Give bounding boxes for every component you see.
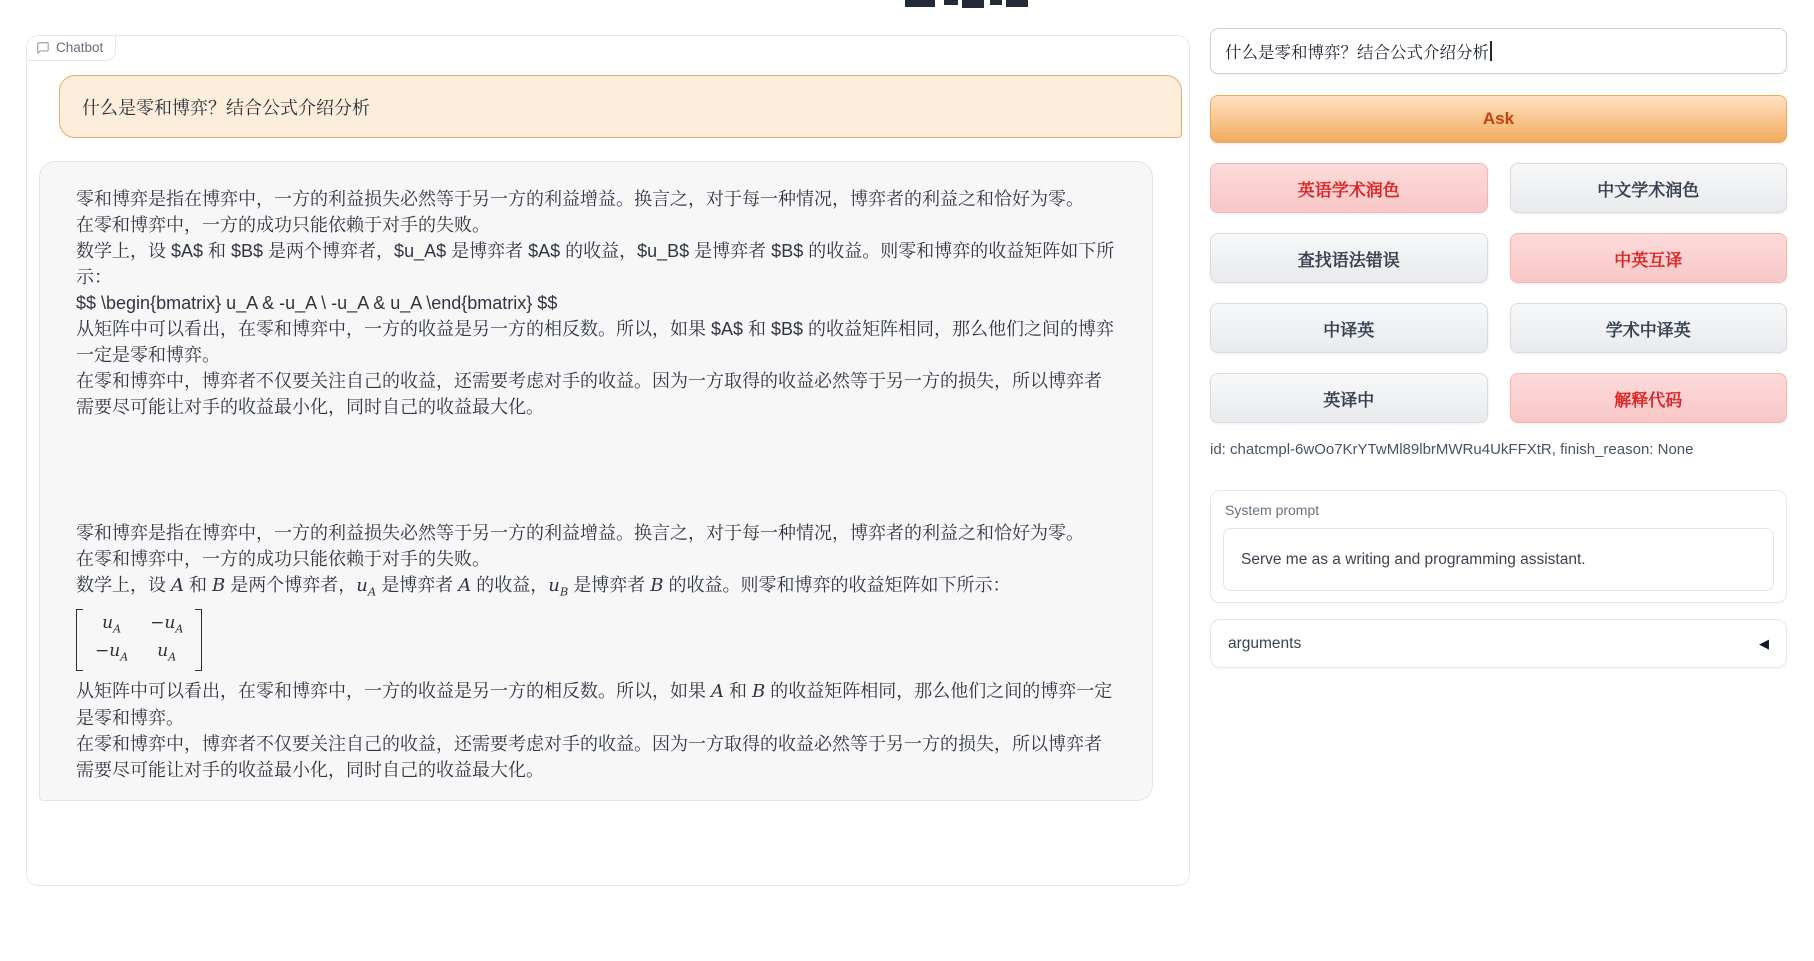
matrix-right-bracket [195, 609, 202, 672]
bot-message-raw [76, 186, 1116, 420]
payoff-matrix [76, 609, 202, 672]
question-input[interactable] [1210, 28, 1787, 74]
bot-paragraph: 从矩阵中可以看出，在零和博弈中，一方的收益是另一方的相反数。所以，如果 $A$ 和 $B$ 的收益矩阵相同，那么他们之间的博弈一定是零和博弈。 [76, 319, 1115, 365]
matrix-entry: $u_A$ [157, 640, 177, 664]
quick-actions-grid [1210, 163, 1787, 423]
matrix-left-bracket [76, 609, 83, 672]
ask-button-label: Ask [1482, 109, 1515, 128]
bot-paragraph-with-math: 数学上，设 A 和 B 是两个博弈者，$u_A$ 是博弈者 A 的收益，$u_B$ 是博弈者 B 的收益。则零和博弈的收益矩阵如下所示： [76, 575, 1011, 599]
arguments-accordion-label: arguments [1228, 634, 1302, 652]
quick-action-button-3[interactable]: 查找语法错误 [1210, 233, 1488, 283]
clipped-title-fragment [944, 0, 958, 5]
bot-paragraph: 零和博弈是指在博弈中，一方的利益损失必然等于另一方的利益增益。换言之，对于每一种情况，博弈者的利益之和恰好为零。 [76, 189, 1084, 209]
bot-paragraph: 数学上，设 $A$ 和 $B$ 是两个博弈者，$u_A$ 是博弈者 $A$ 的收益，$u_B$ 是博弈者 $B$ 的收益。则零和博弈的收益矩阵如下所示： [76, 241, 1115, 287]
system-prompt-value: Serve me as a writing and programming assistant. [1241, 550, 1586, 568]
accordion-collapse-icon: ◀ [1759, 635, 1769, 651]
user-message-text: 什么是零和博弈？结合公式介绍分析 [82, 97, 370, 118]
clipped-title-fragment [962, 0, 984, 8]
quick-action-button-7[interactable]: 英译中 [1210, 373, 1488, 423]
arguments-accordion-header[interactable] [1210, 619, 1787, 668]
chat-bubble-icon [36, 41, 50, 55]
chatbot-panel [26, 35, 1190, 886]
bot-message-bubble [39, 161, 1153, 801]
ask-button[interactable] [1210, 95, 1787, 143]
bot-paragraph: 零和博弈是指在博弈中，一方的利益损失必然等于另一方的利益增益。换言之，对于每一种情况，博弈者的利益之和恰好为零。 [76, 523, 1084, 543]
text-cursor [1490, 41, 1492, 61]
bot-paragraph-latex-source: $$ \begin{bmatrix} u_A & -u_A \ -u_A & u_A \end{bmatrix} $$ [76, 293, 558, 313]
quick-action-button-4[interactable]: 中英互译 [1510, 233, 1788, 283]
clipped-title-fragment [905, 0, 935, 7]
quick-action-button-1[interactable]: 英语学术润色 [1210, 163, 1488, 213]
clipped-title-fragment [990, 0, 1002, 5]
system-prompt-label: System prompt [1225, 502, 1320, 518]
matrix-entry: $-u_A$ [95, 640, 129, 664]
chatbot-label [27, 36, 116, 61]
bot-paragraph: 在零和博弈中，一方的成功只能依赖于对手的失败。 [76, 549, 490, 569]
quick-action-button-8[interactable]: 解释代码 [1510, 373, 1788, 423]
bot-message-gap [76, 420, 1116, 520]
bot-paragraph-with-math: 从矩阵中可以看出，在零和博弈中，一方的收益是另一方的相反数。所以，如果 A 和 B 的收益矩阵相同，那么他们之间的博弈一定是零和博弈。 [76, 681, 1113, 729]
bot-paragraph: 在零和博弈中，博弈者不仅要关注自己的收益，还需要考虑对手的收益。因为一方取得的收益必然等于另一方的损失，所以博弈者需要尽可能让对手的收益最小化，同时自己的收益最大化。 [76, 734, 1102, 781]
chatbot-label-text: Chatbot [56, 40, 104, 55]
quick-action-button-5[interactable]: 中译英 [1210, 303, 1488, 353]
bot-paragraph: 在零和博弈中，一方的成功只能依赖于对手的失败。 [76, 215, 490, 235]
user-message-bubble [59, 75, 1182, 138]
matrix-entry: $-u_A$ [150, 612, 184, 635]
bot-message-rendered [76, 520, 1116, 783]
system-prompt-input[interactable] [1223, 528, 1774, 591]
quick-action-button-2[interactable]: 中文学术润色 [1510, 163, 1788, 213]
clipped-title-fragment [1006, 0, 1028, 7]
quick-action-button-6[interactable]: 学术中译英 [1510, 303, 1788, 353]
question-input-value: 什么是零和博弈？结合公式介绍分析 [1225, 44, 1489, 62]
response-status-line: id: chatcmpl-6wOo7KrYTwMl89lbrMWRu4UkFFXtR, finish_reason: None [1210, 441, 1694, 458]
matrix-entry: $u_A$ [102, 612, 122, 635]
bot-paragraph: 在零和博弈中，博弈者不仅要关注自己的收益，还需要考虑对手的收益。因为一方取得的收益必然等于另一方的损失，所以博弈者需要尽可能让对手的收益最小化，同时自己的收益最大化。 [76, 371, 1102, 417]
system-prompt-card [1210, 490, 1787, 603]
